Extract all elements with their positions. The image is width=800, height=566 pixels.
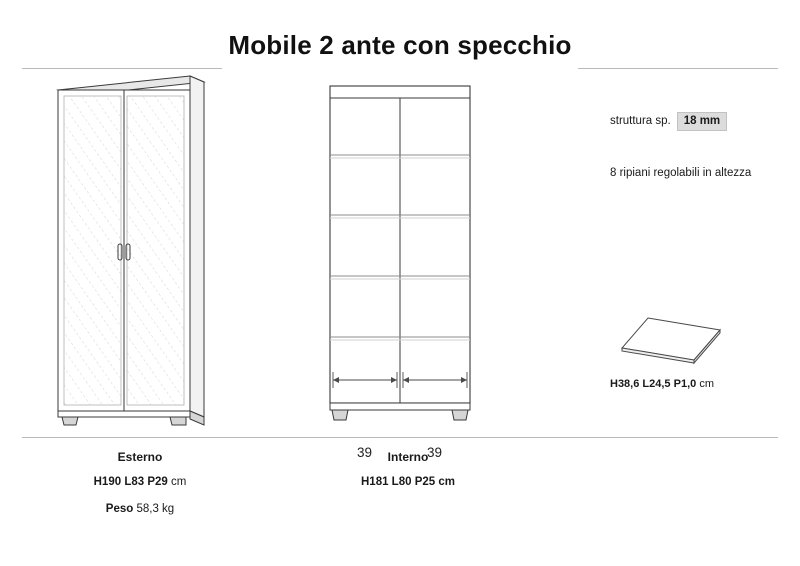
- caption-exterior-title: Esterno: [117, 450, 163, 464]
- shelf-dim-unit: cm: [699, 378, 714, 390]
- caption-exterior-weight: [50, 501, 230, 519]
- structure-value-badge: 18 mm: [677, 112, 727, 131]
- caption-exterior: [50, 448, 230, 519]
- ext-dim-p: P29: [147, 475, 168, 488]
- shelf-dim-p: P1,0: [673, 378, 697, 390]
- weight-value: 58,3 kg: [136, 503, 175, 516]
- ext-dim-unit: cm: [171, 475, 187, 488]
- divider-title-right: [578, 68, 778, 69]
- ext-dim-h: H190: [93, 475, 122, 488]
- weight-label: Peso: [105, 503, 134, 516]
- inner-width-right-label: 39: [423, 445, 446, 460]
- shelf-dimensions: [610, 378, 714, 390]
- caption-interior-dims: [318, 474, 498, 492]
- structure-label: struttura sp.: [610, 115, 671, 128]
- caption-interior: [318, 448, 498, 491]
- ext-dim-l: L83: [124, 475, 145, 488]
- int-dims: H181 L80 P25 cm: [361, 475, 455, 488]
- figure-shelf: [620, 312, 730, 372]
- page-title: Mobile 2 ante con specchio: [228, 30, 572, 60]
- shelves-note: 8 ripiani regolabili in altezza: [610, 167, 752, 179]
- divider-title-left: [22, 68, 222, 69]
- inner-width-left-label: 39: [353, 445, 376, 460]
- shelf-dim-l: L24,5: [642, 378, 671, 390]
- divider-bottom: [22, 437, 778, 438]
- caption-interior-title: Interno: [387, 450, 429, 464]
- structure-thickness: [610, 112, 727, 131]
- shelf-dim-h: H38,6: [610, 378, 640, 390]
- figure-exterior: [40, 72, 240, 432]
- caption-exterior-dims: [50, 474, 230, 492]
